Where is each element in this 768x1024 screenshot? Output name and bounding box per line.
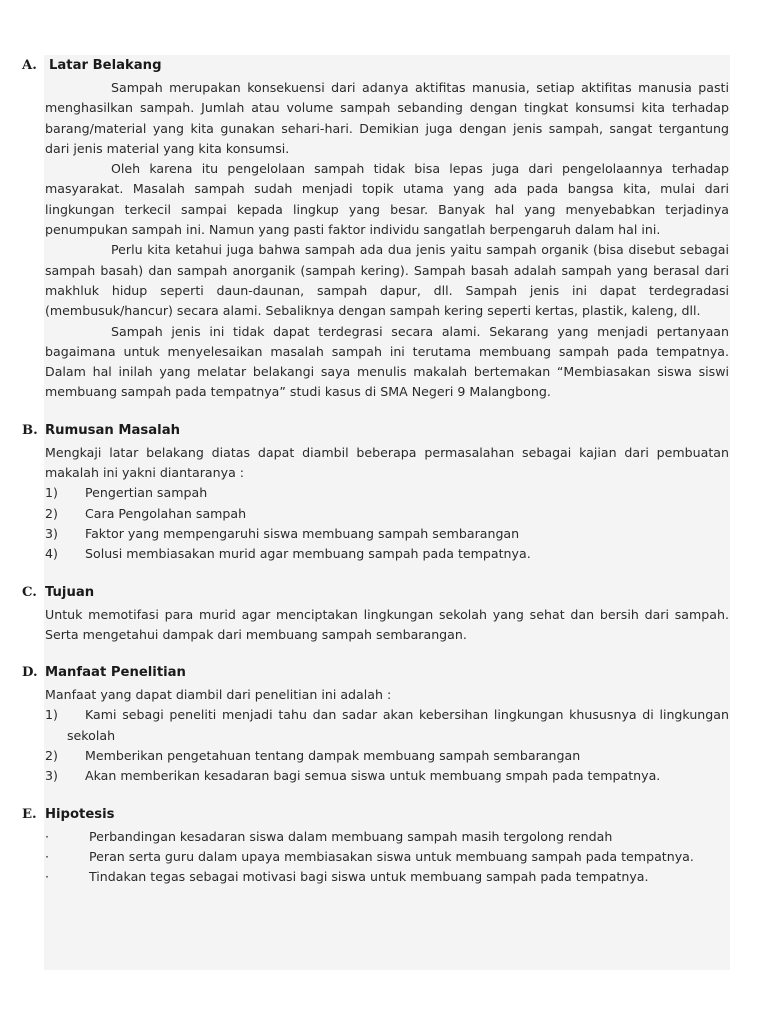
list-text: Tindakan tegas sebagai motivasi bagi siswa untuk membuang sampah pada tempatnya.: [89, 869, 649, 885]
section-letter: E.: [22, 806, 37, 822]
document-body: [0, 58, 768, 888]
bullet-item: [45, 827, 729, 847]
section-letter: C.: [22, 584, 37, 600]
list-number: 4): [45, 546, 58, 562]
list-number: 2): [45, 748, 58, 764]
section-manfaat-penelitian: [0, 665, 768, 786]
list-text: Akan memberikan kesadaran bagi semua siswa untuk membuang smpah pada tempatnya.: [85, 768, 661, 784]
section-rumusan-masalah: [0, 423, 768, 565]
paragraph: Oleh karena itu pengelolaan sampah tidak bisa lepas juga dari pengelolaannya terhadap masyarakat. Masalah sampah sudah menjadi topik utama yang ada pada bangsa kita, mulai dari lingkungan terkecil sampai kepada lingkup yang besar. Banyak hal yang menyebabkan terjadinya penumpukan sampah ini. Namun yang pasti faktor individu sangatlah berpengaruh dalam hal ini.: [45, 161, 729, 238]
bullet-item: [45, 847, 729, 867]
section-hipotesis: [0, 807, 768, 888]
section-intro: Mengkaji latar belakang diatas dapat diambil beberapa permasalahan sebagai kajian dari pembuatan makalah ini yakni diantaranya :: [45, 444, 729, 481]
list-item: [45, 483, 729, 503]
section-letter: B.: [22, 422, 38, 438]
section-tujuan: [0, 585, 768, 646]
section-title: Manfaat Penelitian: [45, 665, 186, 681]
list-text: Faktor yang mempengaruhi siswa membuang sampah sembarangan: [85, 525, 520, 541]
list-number: 1): [45, 707, 58, 723]
section-intro: Manfaat yang dapat diambil dari penelitian ini adalah :: [45, 687, 392, 703]
section-letter: A.: [22, 58, 37, 73]
list-text: Solusi membiasakan murid agar membuang sampah pada tempatnya.: [85, 546, 531, 562]
section-heading: [0, 807, 768, 827]
bullet-icon: ·: [45, 848, 50, 864]
list-text: Pengertian sampah: [85, 485, 208, 501]
bullet-item: [45, 867, 729, 887]
list-number: 3): [45, 768, 58, 784]
paragraph: Sampah merupakan konsekuensi dari adanya aktifitas manusia, setiap aktifitas manusia pasti menghasilkan sampah. Jumlah atau volume sampah sebanding dengan tingkat konsumsi kita terhadap barang/material yang kita gunakan sehari-hari. Demikian juga dengan jenis sampah, sangat tergantung dari jenis material yang kita konsumsi.: [45, 80, 729, 156]
list-text: Peran serta guru dalam upaya membiasakan siswa untuk membuang sampah pada tempatnya.: [89, 848, 694, 864]
list-item: [45, 746, 729, 766]
section-heading: [0, 585, 768, 605]
list-item: [45, 766, 729, 786]
section-title: Hipotesis: [45, 806, 115, 822]
section-heading: [0, 58, 768, 78]
section-letter: D.: [22, 665, 38, 681]
list-text: Cara Pengolahan sampah: [85, 505, 247, 521]
list-number: 2): [45, 505, 58, 521]
section-heading: [0, 665, 768, 685]
list-item: [45, 544, 729, 564]
list-number: 3): [45, 525, 58, 541]
paragraph: Sampah jenis ini tidak dapat terdegrasi secara alami. Sekarang yang menjadi pertanyaan bagaimana untuk menyelesaikan masalah sampah ini terutama membuang sampah pada tempatnya. Dalam hal inilah yang melatar belakangi saya menulis makalah bertemakan “Membiasakan siswa siswi membuang sampah pada tempatnya” studi kasus di SMA Negeri 9 Malangbong.: [45, 323, 729, 400]
list-text: Memberikan pengetahuan tentang dampak membuang sampah sembarangan: [85, 748, 581, 764]
list-item: [45, 705, 729, 746]
paragraph: Untuk memotifasi para murid agar menciptakan lingkungan sekolah yang sehat dan bersih dari sampah. Serta mengetahui dampak dari membuang sampah sembarangan.: [45, 606, 729, 642]
list-number: 1): [45, 485, 58, 501]
paragraph: Perlu kita ketahui juga bahwa sampah ada dua jenis yaitu sampah organik (bisa disebut sebagai sampah basah) dan sampah anorganik (sampah kering). Sampah basah adalah sampah yang berasal dari makhluk hidup seperti daun-daunan, sampah dapur, dll. Sampah jenis ini dapat terdegradasi (membusuk/hancur) secara alami. Sebaliknya dengan sampah kering seperti kertas, plastik, kaleng, dll.: [45, 242, 729, 319]
bullet-icon: ·: [45, 828, 50, 844]
list-text: Kami sebagi peneliti menjadi tahu dan sadar akan kebersihan lingkungan khususnya di lingkungan sekolah: [67, 707, 729, 743]
bullet-icon: ·: [45, 869, 50, 885]
list-text: Perbandingan kesadaran siswa dalam membuang sampah masih tergolong rendah: [89, 828, 613, 844]
section-latar-belakang: [0, 58, 768, 403]
section-title: Latar Belakang: [49, 58, 162, 73]
list-item: [45, 504, 729, 524]
list-item: [45, 524, 729, 544]
section-title: Rumusan Masalah: [45, 422, 180, 438]
section-heading: [0, 423, 768, 443]
section-title: Tujuan: [45, 584, 95, 600]
